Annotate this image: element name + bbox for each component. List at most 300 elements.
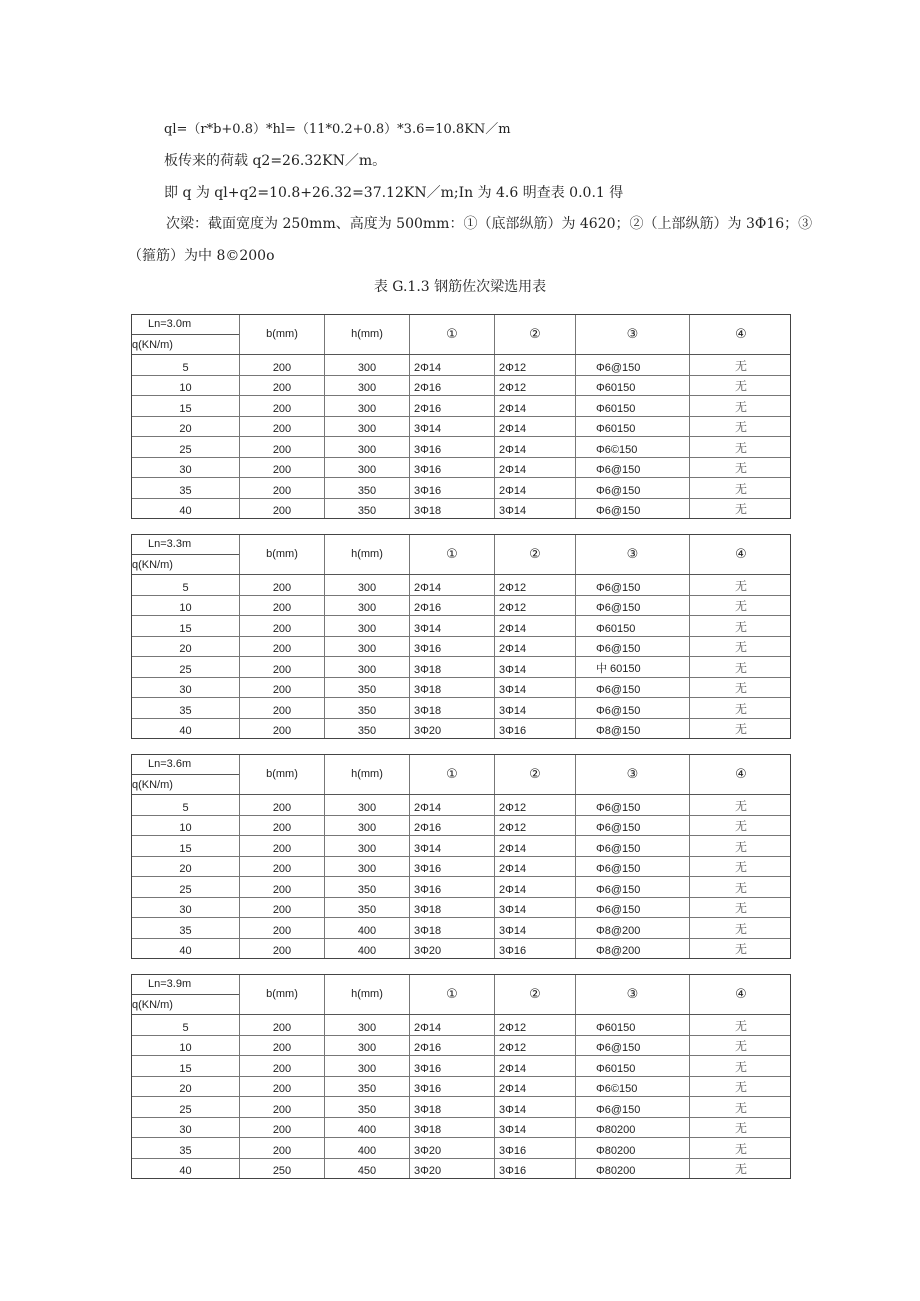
cell-bottom-rebar: 3Φ20 [409, 719, 494, 739]
cell-width: 200 [239, 478, 324, 498]
table-row [132, 657, 790, 678]
cell-width: 200 [239, 417, 324, 437]
cell-load: 30 [179, 904, 192, 916]
cell-load: 25 [179, 883, 192, 896]
cell-stirrup: Φ6@150 [575, 795, 689, 815]
cell-width: 200 [239, 575, 324, 595]
cell-other: 无 [689, 939, 792, 959]
cell-load: 15 [179, 1062, 192, 1075]
cell-height: 350 [324, 877, 409, 897]
cell-load: 5 [182, 581, 189, 594]
table-row [132, 918, 790, 939]
cell-other: 无 [689, 698, 792, 718]
cell-stirrup: Φ6@150 [575, 698, 689, 718]
table-row [132, 1097, 790, 1118]
cell-top-rebar: 3Φ14 [494, 499, 575, 519]
cell-other: 无 [689, 458, 792, 478]
cell-width: 200 [239, 816, 324, 836]
cell-width: 200 [239, 898, 324, 918]
cell-height: 300 [324, 1036, 409, 1056]
cell-bottom-rebar: 3Φ14 [409, 417, 494, 437]
cell-width: 200 [239, 355, 324, 375]
cell-bottom-rebar: 2Φ16 [409, 376, 494, 396]
cell-height: 450 [324, 1159, 409, 1179]
cell-width: 200 [239, 499, 324, 519]
cell-other: 无 [689, 1056, 792, 1076]
paragraph-secondary-beam: 次梁：截面宽度为 250mm、高度为 500mm：①（底部纵筋）为 4620；②（上部纵筋）为 3Φ16；③ [166, 216, 813, 232]
cell-stirrup: Φ80200 [575, 1118, 689, 1138]
cell-other: 无 [689, 1159, 792, 1179]
cell-other: 无 [689, 678, 792, 698]
cell-width: 200 [239, 939, 324, 959]
cell-height: 350 [324, 678, 409, 698]
cell-stirrup: Φ8@200 [575, 939, 689, 959]
cell-stirrup: Φ6@150 [575, 836, 689, 856]
cell-other: 无 [689, 877, 792, 897]
cell-width: 200 [239, 657, 324, 677]
cell-top-rebar: 3Φ16 [494, 1138, 575, 1158]
cell-stirrup: Φ60150 [575, 1015, 689, 1035]
cell-stirrup: 中 60150 [575, 657, 689, 677]
cell-stirrup: Φ6©150 [575, 1077, 689, 1097]
cell-width: 200 [239, 376, 324, 396]
header-c2: ② [494, 315, 575, 354]
corner-cell [132, 755, 239, 794]
table-row [132, 678, 790, 699]
cell-height: 300 [324, 816, 409, 836]
table-row [132, 1077, 790, 1098]
header-b: b(mm) [239, 535, 324, 574]
cell-height: 350 [324, 898, 409, 918]
rebar-table [131, 314, 791, 519]
cell-width: 200 [239, 1015, 324, 1035]
cell-height: 300 [324, 417, 409, 437]
cell-width: 200 [239, 795, 324, 815]
cell-height: 300 [324, 575, 409, 595]
cell-top-rebar: 2Φ14 [494, 437, 575, 457]
cell-top-rebar: 2Φ14 [494, 1077, 575, 1097]
cell-other: 无 [689, 898, 792, 918]
corner-cell [132, 315, 239, 354]
cell-height: 300 [324, 657, 409, 677]
cell-height: 300 [324, 437, 409, 457]
header-b: b(mm) [239, 755, 324, 794]
cell-height: 400 [324, 1138, 409, 1158]
header-c4: ④ [689, 975, 792, 1014]
cell-width: 200 [239, 1118, 324, 1138]
header-c1: ① [409, 535, 494, 574]
load-label: q(KN/m) [132, 559, 173, 571]
cell-height: 300 [324, 458, 409, 478]
header-h: h(mm) [324, 755, 409, 794]
cell-top-rebar: 3Φ14 [494, 1097, 575, 1117]
header-h: h(mm) [324, 535, 409, 574]
cell-top-rebar: 2Φ14 [494, 616, 575, 636]
cell-bottom-rebar: 3Φ18 [409, 918, 494, 938]
cell-other: 无 [689, 575, 792, 595]
cell-height: 300 [324, 1015, 409, 1035]
cell-top-rebar: 2Φ12 [494, 816, 575, 836]
cell-height: 350 [324, 698, 409, 718]
cell-top-rebar: 3Φ14 [494, 1118, 575, 1138]
cell-load: 35 [179, 1144, 192, 1157]
cell-bottom-rebar: 3Φ14 [409, 836, 494, 856]
cell-load: 5 [182, 801, 189, 814]
cell-width: 200 [239, 616, 324, 636]
cell-width: 200 [239, 396, 324, 416]
cell-bottom-rebar: 3Φ20 [409, 1159, 494, 1179]
header-c4: ④ [689, 755, 792, 794]
header-c4: ④ [689, 315, 792, 354]
cell-height: 300 [324, 836, 409, 856]
cell-other: 无 [689, 918, 792, 938]
corner-cell [132, 975, 239, 1014]
cell-load: 20 [179, 1083, 192, 1095]
cell-top-rebar: 3Φ16 [494, 939, 575, 959]
cell-height: 350 [324, 719, 409, 739]
cell-top-rebar: 2Φ14 [494, 637, 575, 657]
cell-stirrup: Φ60150 [575, 417, 689, 437]
rebar-table [131, 974, 791, 1179]
cell-load: 15 [179, 842, 192, 855]
cell-load: 30 [179, 684, 192, 696]
cell-stirrup: Φ6@150 [575, 678, 689, 698]
cell-height: 400 [324, 939, 409, 959]
table-row [132, 939, 790, 959]
cell-other: 无 [689, 1015, 792, 1035]
cell-stirrup: Φ6@150 [575, 355, 689, 375]
cell-load: 35 [179, 704, 192, 717]
cell-bottom-rebar: 3Φ18 [409, 1097, 494, 1117]
cell-top-rebar: 2Φ12 [494, 575, 575, 595]
cell-bottom-rebar: 3Φ16 [409, 857, 494, 877]
cell-stirrup: Φ60150 [575, 1056, 689, 1076]
table-caption: 表 G.1.3 钢筋佐次梁选用表 [373, 279, 547, 295]
cell-bottom-rebar: 3Φ14 [409, 616, 494, 636]
cell-stirrup: Φ6@150 [575, 499, 689, 519]
cell-top-rebar: 3Φ14 [494, 698, 575, 718]
table-row [132, 1159, 790, 1179]
cell-bottom-rebar: 3Φ18 [409, 898, 494, 918]
cell-load: 20 [179, 423, 192, 435]
header-c1: ① [409, 755, 494, 794]
cell-stirrup: Φ60150 [575, 616, 689, 636]
cell-height: 300 [324, 857, 409, 877]
header-c3: ③ [575, 315, 689, 354]
cell-other: 无 [689, 637, 792, 657]
cell-other: 无 [689, 616, 792, 636]
table-row [132, 877, 790, 898]
cell-width: 200 [239, 1036, 324, 1056]
header-c2: ② [494, 755, 575, 794]
cell-width: 200 [239, 719, 324, 739]
table-row [132, 458, 790, 479]
cell-top-rebar: 2Φ12 [494, 1015, 575, 1035]
cell-other: 无 [689, 719, 792, 739]
corner-cell [132, 535, 239, 574]
cell-width: 200 [239, 437, 324, 457]
cell-load: 20 [179, 863, 192, 875]
cell-load: 10 [179, 1042, 192, 1054]
table-row [132, 719, 790, 739]
header-h: h(mm) [324, 315, 409, 354]
cell-load: 25 [179, 443, 192, 456]
table-row [132, 1118, 790, 1139]
table-row [132, 437, 790, 458]
cell-bottom-rebar: 2Φ14 [409, 795, 494, 815]
cell-load: 35 [179, 484, 192, 497]
paragraph-stirrup: （箍筋）为中 8©200o [128, 248, 275, 264]
cell-load: 15 [179, 622, 192, 635]
header-h: h(mm) [324, 975, 409, 1014]
cell-height: 300 [324, 637, 409, 657]
cell-load: 35 [179, 924, 192, 937]
rebar-table [131, 754, 791, 959]
table-row [132, 898, 790, 919]
cell-bottom-rebar: 3Φ16 [409, 637, 494, 657]
span-label: Ln=3.9m [132, 975, 239, 995]
cell-bottom-rebar: 3Φ18 [409, 698, 494, 718]
table-row [132, 1056, 790, 1077]
cell-top-rebar: 2Φ14 [494, 478, 575, 498]
cell-top-rebar: 2Φ14 [494, 836, 575, 856]
cell-width: 200 [239, 458, 324, 478]
cell-other: 无 [689, 657, 792, 677]
cell-height: 300 [324, 376, 409, 396]
table-row [132, 1015, 790, 1036]
cell-height: 300 [324, 1056, 409, 1076]
cell-bottom-rebar: 3Φ16 [409, 478, 494, 498]
paragraph-q-total: 即 q 为 ql+q2=10.8+26.32=37.12KN／m;In 为 4.6 明查表 0.0.1 得 [164, 185, 624, 201]
cell-other: 无 [689, 396, 792, 416]
cell-bottom-rebar: 3Φ16 [409, 437, 494, 457]
cell-load: 40 [179, 505, 192, 517]
cell-width: 200 [239, 698, 324, 718]
cell-stirrup: Φ6@150 [575, 575, 689, 595]
table-row [132, 795, 790, 816]
cell-height: 300 [324, 795, 409, 815]
cell-top-rebar: 2Φ14 [494, 857, 575, 877]
cell-bottom-rebar: 3Φ20 [409, 939, 494, 959]
cell-stirrup: Φ6@150 [575, 877, 689, 897]
cell-load: 5 [182, 1021, 189, 1034]
header-c2: ② [494, 975, 575, 1014]
cell-load: 40 [179, 945, 192, 957]
cell-load: 40 [179, 1165, 192, 1177]
cell-other: 无 [689, 376, 792, 396]
cell-width: 200 [239, 596, 324, 616]
cell-top-rebar: 2Φ12 [494, 795, 575, 815]
cell-stirrup: Φ6@150 [575, 1097, 689, 1117]
cell-other: 无 [689, 1077, 792, 1097]
load-label: q(KN/m) [132, 339, 173, 351]
table-header [132, 315, 790, 355]
cell-other: 无 [689, 795, 792, 815]
cell-bottom-rebar: 2Φ16 [409, 596, 494, 616]
cell-top-rebar: 2Φ14 [494, 877, 575, 897]
cell-bottom-rebar: 2Φ14 [409, 575, 494, 595]
cell-other: 无 [689, 1118, 792, 1138]
load-label: q(KN/m) [132, 999, 173, 1011]
cell-load: 30 [179, 1124, 192, 1136]
cell-bottom-rebar: 2Φ14 [409, 1015, 494, 1035]
cell-stirrup: Φ8@150 [575, 719, 689, 739]
header-c3: ③ [575, 535, 689, 574]
cell-height: 350 [324, 1097, 409, 1117]
cell-top-rebar: 2Φ12 [494, 376, 575, 396]
header-c4: ④ [689, 535, 792, 574]
cell-bottom-rebar: 3Φ18 [409, 678, 494, 698]
header-c3: ③ [575, 975, 689, 1014]
table-row [132, 836, 790, 857]
table-row [132, 417, 790, 438]
cell-stirrup: Φ6@150 [575, 898, 689, 918]
cell-stirrup: Φ6@150 [575, 1036, 689, 1056]
table-row [132, 376, 790, 397]
cell-width: 200 [239, 678, 324, 698]
cell-top-rebar: 2Φ14 [494, 1056, 575, 1076]
cell-load: 25 [179, 663, 192, 676]
cell-stirrup: Φ6@150 [575, 596, 689, 616]
cell-other: 无 [689, 417, 792, 437]
cell-height: 300 [324, 396, 409, 416]
cell-width: 200 [239, 1097, 324, 1117]
cell-width: 200 [239, 1077, 324, 1097]
header-b: b(mm) [239, 315, 324, 354]
cell-load: 10 [179, 382, 192, 394]
cell-bottom-rebar: 3Φ18 [409, 1118, 494, 1138]
cell-width: 200 [239, 1056, 324, 1076]
table-header [132, 755, 790, 795]
span-label: Ln=3.3m [132, 535, 239, 555]
cell-load: 20 [179, 643, 192, 655]
cell-bottom-rebar: 2Φ16 [409, 816, 494, 836]
cell-other: 无 [689, 1036, 792, 1056]
cell-bottom-rebar: 2Φ14 [409, 355, 494, 375]
cell-width: 200 [239, 877, 324, 897]
cell-stirrup: Φ60150 [575, 396, 689, 416]
rebar-table [131, 534, 791, 739]
cell-height: 400 [324, 1118, 409, 1138]
cell-height: 300 [324, 355, 409, 375]
cell-height: 400 [324, 918, 409, 938]
cell-top-rebar: 2Φ14 [494, 396, 575, 416]
table-row [132, 1036, 790, 1057]
cell-height: 300 [324, 616, 409, 636]
header-c1: ① [409, 975, 494, 1014]
table-row [132, 637, 790, 658]
cell-load: 25 [179, 1103, 192, 1116]
cell-height: 350 [324, 499, 409, 519]
table-row [132, 396, 790, 417]
cell-stirrup: Φ80200 [575, 1159, 689, 1179]
table-row [132, 478, 790, 499]
cell-width: 200 [239, 857, 324, 877]
paragraph-q1: ql=（r*b+0.8）*hl=（11*0.2+0.8）*3.6=10.8KN／m [164, 122, 511, 137]
cell-bottom-rebar: 3Φ16 [409, 458, 494, 478]
cell-height: 350 [324, 1077, 409, 1097]
cell-other: 无 [689, 596, 792, 616]
cell-load: 30 [179, 464, 192, 476]
cell-stirrup: Φ6@150 [575, 458, 689, 478]
cell-other: 无 [689, 857, 792, 877]
cell-other: 无 [689, 1138, 792, 1158]
cell-bottom-rebar: 2Φ16 [409, 396, 494, 416]
cell-load: 40 [179, 725, 192, 737]
paragraph-q2: 板传来的荷载 q2=26.32KN／m。 [164, 153, 387, 169]
cell-stirrup: Φ60150 [575, 376, 689, 396]
table-row [132, 355, 790, 376]
cell-top-rebar: 2Φ12 [494, 355, 575, 375]
cell-top-rebar: 3Φ16 [494, 719, 575, 739]
cell-bottom-rebar: 2Φ16 [409, 1036, 494, 1056]
cell-bottom-rebar: 3Φ18 [409, 499, 494, 519]
table-header [132, 535, 790, 575]
cell-stirrup: Φ8@200 [575, 918, 689, 938]
cell-other: 无 [689, 499, 792, 519]
cell-other: 无 [689, 478, 792, 498]
cell-top-rebar: 3Φ16 [494, 1159, 575, 1179]
header-c2: ② [494, 535, 575, 574]
cell-stirrup: Φ6©150 [575, 437, 689, 457]
cell-bottom-rebar: 3Φ20 [409, 1138, 494, 1158]
cell-load: 10 [179, 602, 192, 614]
cell-bottom-rebar: 3Φ18 [409, 657, 494, 677]
cell-width: 200 [239, 1138, 324, 1158]
cell-top-rebar: 2Φ12 [494, 1036, 575, 1056]
cell-top-rebar: 3Φ14 [494, 898, 575, 918]
table-row [132, 499, 790, 519]
load-label: q(KN/m) [132, 779, 173, 791]
cell-width: 200 [239, 836, 324, 856]
cell-other: 无 [689, 836, 792, 856]
header-c1: ① [409, 315, 494, 354]
cell-top-rebar: 3Φ14 [494, 918, 575, 938]
cell-height: 350 [324, 478, 409, 498]
table-row [132, 857, 790, 878]
table-row [132, 596, 790, 617]
cell-stirrup: Φ6@150 [575, 478, 689, 498]
cell-top-rebar: 2Φ14 [494, 417, 575, 437]
table-row [132, 698, 790, 719]
header-b: b(mm) [239, 975, 324, 1014]
cell-other: 无 [689, 355, 792, 375]
cell-other: 无 [689, 437, 792, 457]
cell-bottom-rebar: 3Φ16 [409, 877, 494, 897]
cell-width: 250 [239, 1159, 324, 1179]
table-row [132, 616, 790, 637]
cell-load: 5 [182, 361, 189, 374]
cell-height: 300 [324, 596, 409, 616]
span-label: Ln=3.6m [132, 755, 239, 775]
cell-stirrup: Φ6@150 [575, 857, 689, 877]
cell-top-rebar: 2Φ12 [494, 596, 575, 616]
span-label: Ln=3.0m [132, 315, 239, 335]
cell-stirrup: Φ6@150 [575, 637, 689, 657]
cell-other: 无 [689, 1097, 792, 1117]
header-c3: ③ [575, 755, 689, 794]
cell-top-rebar: 3Φ14 [494, 678, 575, 698]
cell-bottom-rebar: 3Φ16 [409, 1077, 494, 1097]
cell-top-rebar: 3Φ14 [494, 657, 575, 677]
table-row [132, 816, 790, 837]
cell-load: 15 [179, 402, 192, 415]
cell-width: 200 [239, 918, 324, 938]
cell-other: 无 [689, 816, 792, 836]
table-header [132, 975, 790, 1015]
cell-stirrup: Φ80200 [575, 1138, 689, 1158]
cell-bottom-rebar: 3Φ16 [409, 1056, 494, 1076]
